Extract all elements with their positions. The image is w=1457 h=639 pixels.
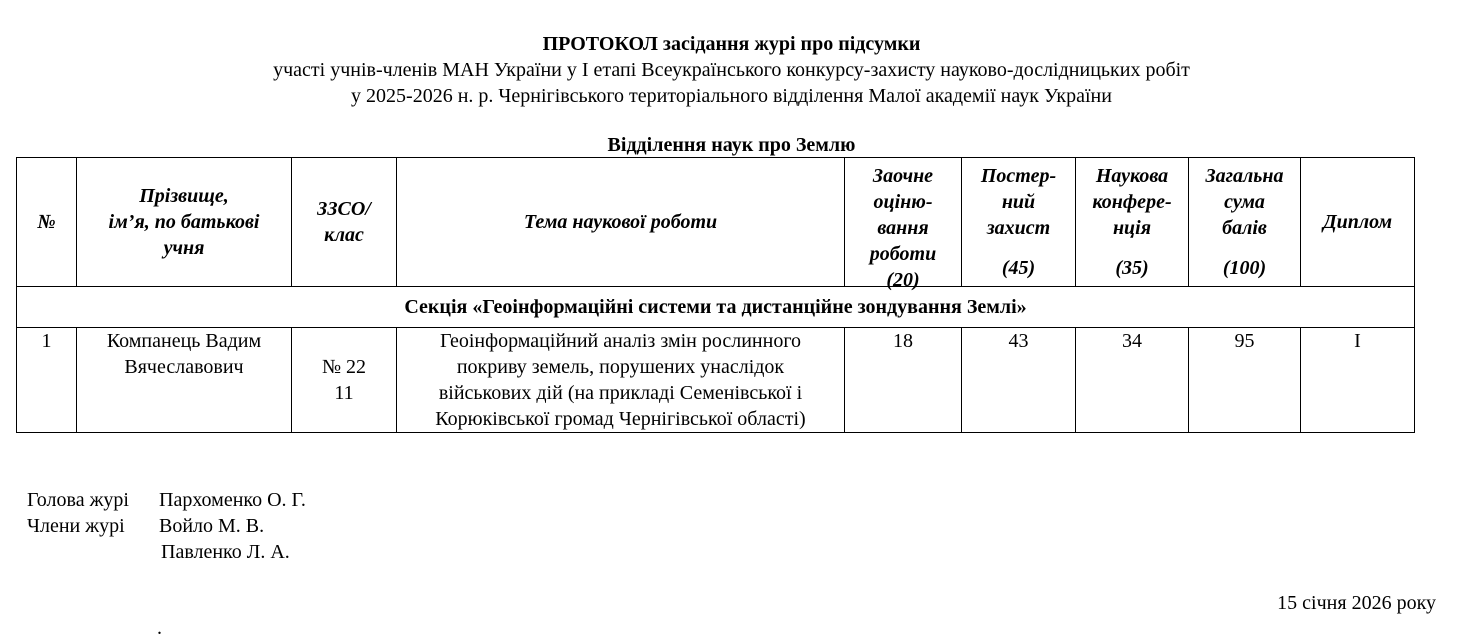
protocol-title <box>0 31 1457 109</box>
row-total-score: 95 <box>1189 328 1301 433</box>
table-row <box>17 328 1415 433</box>
col-num-header: № <box>17 158 77 287</box>
col-remote-header: Заочне оціню- вання роботи (20) <box>845 158 962 287</box>
col-poster-header: Постер- ний захист (45) <box>962 158 1076 287</box>
row-poster-score: 43 <box>962 328 1076 433</box>
trailing-mark: . <box>157 617 162 639</box>
title-line-1: ПРОТОКОЛ засідання журі про підсумки <box>542 33 921 55</box>
results-table <box>16 157 1415 433</box>
row-num: 1 <box>17 328 77 433</box>
jury-member-1: Войло М. В. <box>159 515 265 537</box>
protocol-date: 15 січня 2026 року <box>1277 592 1436 614</box>
row-school-grade: № 22 11 <box>292 328 397 433</box>
row-diploma: І <box>1301 328 1415 433</box>
section-row <box>17 287 1415 328</box>
col-conference-header: Наукова конфере- нція (35) <box>1076 158 1189 287</box>
jury-member-2: Павленко Л. А. <box>161 541 290 563</box>
col-total-header: Загальна сума балів (100) <box>1189 158 1301 287</box>
col-topic-header: Тема наукової роботи <box>397 158 845 287</box>
row-topic: Геоінформаційний аналіз змін рослинного покриву земель, порушених унаслідок військових дій (на прикладі Семенівської і Корюківської громад Чернігівської області) <box>397 328 845 433</box>
col-name-header: Прізвище, ім’я, по батькові учня <box>77 158 292 287</box>
title-line-2: участі учнів-членів МАН України у І етапі Всеукраїнського конкурсу-захисту науково-дослідницьких робіт <box>273 59 1190 81</box>
row-remote-score: 18 <box>845 328 962 433</box>
jury-signatures <box>27 487 306 565</box>
header-row <box>17 158 1415 287</box>
jury-head-role: Голова журі <box>27 489 129 511</box>
jury-head-name: Пархоменко О. Г. <box>159 489 306 511</box>
department-heading: Відділення наук про Землю <box>607 134 856 156</box>
title-line-3: у 2025-2026 н. р. Чернігівського територіального відділення Малої академії наук України <box>351 85 1112 107</box>
section-title: Секція «Геоінформаційні системи та дистанційне зондування Землі» <box>17 287 1415 328</box>
col-diploma-header: Диплом <box>1301 158 1415 287</box>
row-conference-score: 34 <box>1076 328 1189 433</box>
col-school-header: ЗЗСО/ клас <box>292 158 397 287</box>
jury-members-role: Члени журі <box>27 515 125 537</box>
row-student-name: Компанець Вадим Вячеславович <box>77 328 292 433</box>
